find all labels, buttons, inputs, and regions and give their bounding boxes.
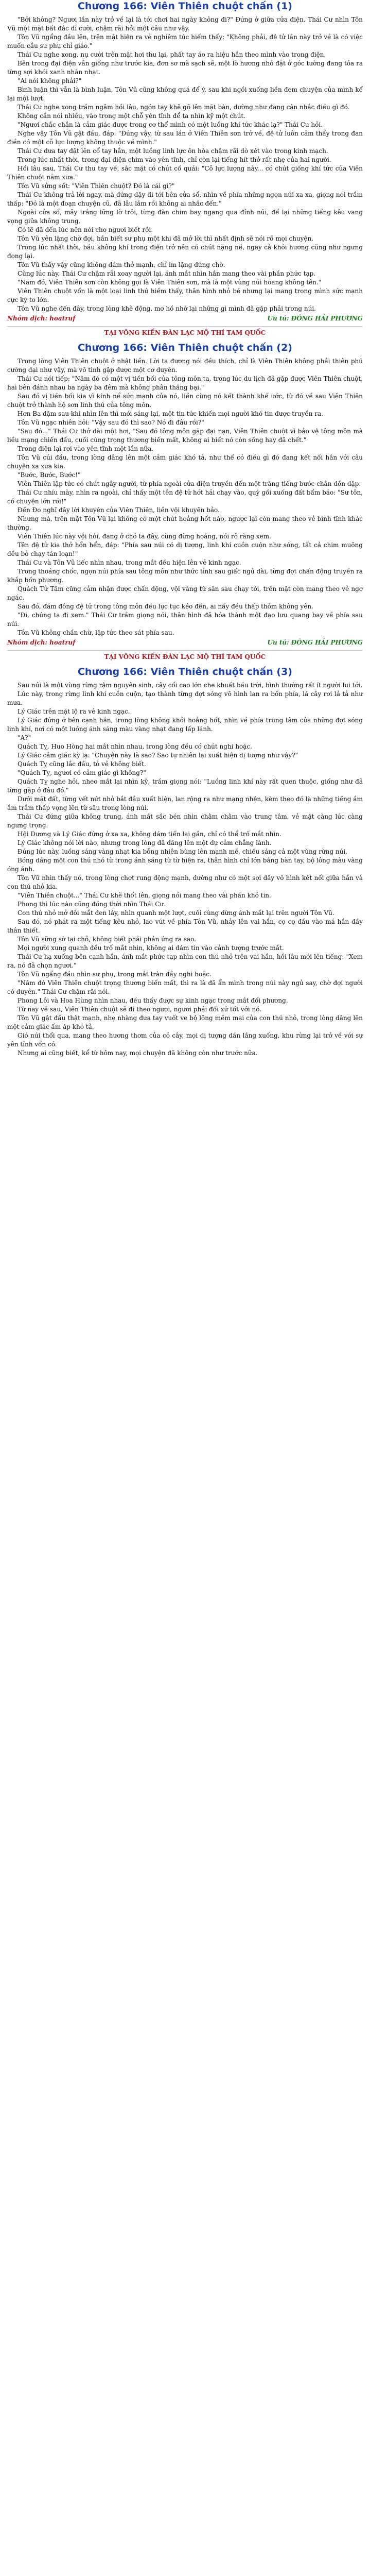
chapter-paragraph: Mọi người xung quanh đều trố mắt nhìn, không ai dám tin vào cảnh tượng trước mắt.: [17, 944, 284, 952]
chapter-paragraph: "Bước, Bước, Bước!": [17, 471, 81, 479]
chapter-paragraph: Sau núi là một vùng rừng rậm nguyên sinh, cây cối cao lớn che khuất bầu trời, bình thường rất ít người lui tới.: [17, 682, 363, 689]
chapter-paragraph: Lý Giác đứng ở bên cạnh hắn, trong lòng không khỏi hoảng hốt, nhìn về phía trung tâm của những đợt sóng linh khí, nơi có một luồng ánh sáng màu vàng nhạt đang lấp lánh.: [7, 717, 363, 733]
chapter-paragraph: Gió núi thổi qua, mang theo hương thơm của cỏ cây, mọi dị tượng dần lắng xuống, khu rừng lại trở về với sự yên tĩnh vốn có.: [7, 1032, 363, 1048]
chapter-paragraph: Thái Cư nói tiếp: "Năm đó có một vị tiền bối của tông môn ta, trong lúc du lịch đã gặp được Viên Thiên chuột, hai bên đánh nhau ba ngày ba đêm mà không phân thắng bại.": [7, 375, 363, 391]
chapter-paragraph: Trong lúc nhất thời, trong đại điện chìm vào yên tĩnh, chỉ còn lại tiếng hít thở rất nhẹ của hai người.: [17, 156, 331, 163]
chapter-paragraph: Tôn Vũ nhìn thấy nó, trong lòng chợt rung động mạnh, dường như có một sợi dây vô hình kết nối giữa hắn và con thú nhỏ kia.: [7, 874, 363, 890]
chapter-paragraph: "Năm đó Viên Thiên chuột trọng thương biến mất, thì ra là đã ẩn mình trong núi này ngủ say, chờ đợi người có duyên." Thái Cư chậm rãi nói.: [7, 979, 363, 995]
chapter-paragraph: Sau đó vị tiền bối kia vì kính nể sức mạnh của nó, liền cùng nó kết thành khế ước, từ đó về sau Viên Thiên chuột trở thành hộ sơn linh thú của tông môn.: [7, 393, 363, 409]
chapter-paragraph: Tôn Vũ nghe đến đây, trong lòng khẽ động, mơ hồ nhớ lại những gì mình đã gặp phải trong núi.: [17, 305, 316, 312]
chapter-paragraph: Bình luận thì vẫn là bình luận, Tôn Vũ cũng không quá để ý, sau khi ngồi xuống liền đem chuyện của mình kể lại một lượt.: [7, 86, 363, 102]
chapter-paragraph: Tên đệ tử kia thở hổn hển, đáp: "Phía sau núi có dị tượng, linh khí cuồn cuộn như sóng, tất cả chim muông đều bỏ chạy tán loạn!": [7, 541, 363, 557]
chapter-paragraph: Tôn Vũ yên lặng chờ đợi, hắn biết sư phụ một khi đã mở lời thì nhất định sẽ nói rõ mọi chuyện.: [17, 235, 314, 242]
chapter-paragraph: "Quách Tỵ, ngươi có cảm giác gì không?": [17, 769, 146, 776]
chapter-paragraph: Phong thì lúc nào cũng đồng thời nhìn Thái Cư.: [17, 901, 166, 908]
chapter-paragraph: "Đi, chúng ta đi xem." Thái Cư trầm giọng nói, thân hình đã hóa thành một đạo lưu quang bay về phía sau núi.: [7, 612, 363, 628]
chapter-paragraph: Thái Cư không trả lời ngay, mà đứng dậy đi tới bên cửa sổ, nhìn về phía những ngọn núi xa xa, giọng nói trầm thấp: "Đó là một đoạn chuyện cũ, đã lâu lắm rồi không ai nhắc đến.": [7, 191, 363, 207]
chapter-paragraph: Lý Giác trên mặt lộ ra vẻ kinh ngạc.: [17, 708, 130, 715]
chapter-paragraph: "Viên Thiên chuột..." Thái Cư khẽ thốt lên, giọng nói mang theo vài phần khó tin.: [17, 892, 271, 899]
chapter-paragraph: Nghe vậy Tôn Vũ gật đầu, đáp: "Đúng vậy, từ sau lần ở Viên Thiên sơn trở về, đệ tử luôn cảm thấy trong đan điền có một cỗ lực lượng không thuộc về mình.": [7, 130, 363, 146]
chapter-paragraph: Viên Thiên lúc này vội hỏi, đang ở chỗ ta đây, cũng đừng hoảng, nói rõ ràng xem.: [17, 533, 271, 540]
chapter-paragraph: "Năm đó, Viên Thiên sơn còn không gọi là Viên Thiên sơn, mà là một vùng núi hoang không tên.": [17, 279, 322, 286]
chapter-title: Chương 166: Viên Thiên chuột chấn (1): [77, 1, 292, 12]
chapter-paragraph: Con thú nhỏ mở đôi mắt đen láy, nhìn quanh một lượt, cuối cùng dừng ánh mắt lại trên người Tôn Vũ.: [17, 909, 334, 917]
chapter-paragraph: Trong lúc nhất thời, bầu không khí trong điện trở nên có chút nặng nề, ngay cả khói hương cũng như ngưng đọng lại.: [7, 244, 363, 260]
chapter-paragraph: Đến Đo nghĩ đây lời khuyên của Viên Thiên, liền vội khuyên bảo.: [17, 506, 220, 514]
chapter-paragraph: Hơn Ba dặm sau khi nhìn lên thì mới sáng lại, một tin tức khiến mọi người khó tin được truyền ra.: [17, 410, 324, 417]
chapter-paragraph: Tôn Vũ ngẩng đầu lên, trên mặt hiện ra vẻ nghiêm túc hiếm thấy: "Không phải, đệ tử lần này trở về là có việc muốn cầu sư phụ chỉ giáo.": [7, 33, 363, 49]
chapter-paragraph: Không cần nói nhiều, vào trong một chỗ yên tĩnh để ta nhìn kỹ một chút.: [17, 112, 246, 120]
site-note: TẠI VÔNG KIẾN ĐÀN LẠC MỘ THÍ TAM QUỐC: [104, 329, 266, 336]
chapter-paragraph: Quách Tỵ nghe hỏi, nheo mắt lại nhìn kỹ, trầm giọng nói: "Luồng linh khí này rất quen thuộc, giống như đã từng gặp ở đâu đó.": [7, 778, 363, 794]
chapter-paragraph: "Sau đó..." Thái Cư thở dài một hơi, "Sau đó tông môn gặp đại nạn, Viên Thiên chuột vì bảo vệ tông môn mà liều mạng chiến đấu, cuối cùng trọng thương biến mất, không ai biết nó còn sống hay đã chết.": [7, 428, 363, 444]
chapter-paragraph: Thái Cư và Tôn Vũ liếc nhìn nhau, trong mắt đều hiện lên vẻ kinh ngạc.: [17, 559, 241, 566]
chapter-paragraph: Tôn Vũ thấy vậy cũng không dám thở mạnh, chỉ im lặng đứng chờ.: [17, 261, 225, 268]
chapter-paragraph: Nhưng ai cũng biết, kể từ hôm nay, mọi chuyện đã không còn như trước nữa.: [17, 1049, 258, 1057]
chapter-paragraph: Thái Cư hạ xuống bên cạnh hắn, ánh mắt phức tạp nhìn con thú nhỏ trên vai hắn, hồi lâu mới lên tiếng: "Xem ra, nó đã chọn ngươi.": [7, 953, 363, 969]
section-divider: [7, 650, 363, 651]
editor-label: Ưu tú: ĐÔNG HẢI PHƯƠNG: [267, 315, 363, 322]
chapter-paragraph: Tôn Vũ ngạc nhiên hỏi: "Vậy sau đó thì sao? Nó đi đâu rồi?": [17, 419, 204, 426]
chapter-paragraph: Tôn Vũ sửng sốt: "Viên Thiên chuột? Đó là cái gì?": [17, 182, 175, 190]
chapter-paragraph: Dưới mặt đất, từng vết nứt nhỏ bắt đầu xuất hiện, lan rộng ra như mạng nhện, kèm theo đó là những tiếng ầm ầm trầm thấp vọng lên từ sâu trong lòng núi.: [7, 795, 363, 811]
chapter-paragraph: Bóng dáng một con thú nhỏ từ trong ánh sáng từ từ hiện ra, thân hình chỉ lớn bằng bàn tay, bộ lông màu vàng óng ánh.: [7, 857, 363, 873]
chapter-paragraph: "Ai nói không phải?": [17, 77, 82, 84]
section-divider: [7, 326, 363, 327]
chapter-paragraph: Bên trong đại điện vẫn giống như trước kia, đơn sơ mà sạch sẽ, một lò hương nhỏ đặt ở góc tường đang tỏa ra từng sợi khói xanh nhàn nhạt.: [7, 60, 363, 76]
chapter-paragraph: Tôn Vũ cúi đầu, trong lòng dâng lên một cảm giác khó tả, như thể có điều gì đó đang kết nối hắn với câu chuyện xa xưa kia.: [7, 454, 363, 470]
chapter-paragraph: Quách Tỵ, Huo Hòng hai mắt nhìn nhau, trong lòng đều có chút nghi hoặc.: [17, 743, 252, 750]
chapter-paragraph: Thái Cư nghe xong, nụ cười trên mặt hơi thu lại, phất tay áo ra hiệu hắn theo mình vào trong điện.: [17, 51, 326, 58]
chapter-paragraph: Quách Tỵ cũng lắc đầu, tỏ vẻ không biết.: [17, 760, 146, 768]
chapter-paragraph: Thái Cư nhíu mày, nhìn ra ngoài, chỉ thấy một tên đệ tử hớt hải chạy vào, quỳ gối xuống đất bẩm báo: "Sư tôn, có chuyện lớn rồi!": [7, 489, 363, 505]
chapter-credits: [7, 637, 363, 649]
chapter-section: [0, 329, 370, 651]
chapter-paragraph: Tôn Vũ sững sờ tại chỗ, không biết phải phản ứng ra sao.: [17, 936, 196, 943]
chapter-paragraph: Tôn Vũ không chần chừ, lập tức theo sát phía sau.: [17, 629, 174, 636]
chapter-paragraph: Nhưng mà, trên mặt Tôn Vũ lại không có một chút hoảng hốt nào, ngược lại còn mang theo vẻ bình tĩnh khác thường.: [7, 515, 363, 531]
chapter-paragraph: "Ngươi chắc chắn là cảm giác được trong cơ thể mình có một luồng khí tức khác lạ?" Thái Cư hỏi.: [17, 121, 323, 128]
chapter-section: [0, 0, 370, 327]
editor-label: Ưu tú: ĐÔNG HẢI PHƯƠNG: [267, 639, 363, 646]
chapter-paragraph: Tôn Vũ gật đầu thật mạnh, nhẹ nhàng đưa tay vuốt ve bộ lông mềm mại của con thú nhỏ, trong lòng dâng lên một cảm giác ấm áp khó tả.: [7, 1014, 363, 1030]
chapter-paragraph: Hồi lâu sau, Thái Cư thu tay về, sắc mặt có chút cổ quái: "Cỗ lực lượng này... có chút giống khí tức của Viên Thiên chuột năm xưa.": [7, 165, 363, 181]
chapter-paragraph: Cũng lúc này, Thái Cư chậm rãi xoay người lại, ánh mắt nhìn hắn mang theo vài phần phức tạp.: [17, 270, 316, 277]
chapter-paragraph: Lúc này, trong rừng linh khí cuồn cuộn, tạo thành từng đợt sóng vô hình lan ra bốn phía, lá cây rơi lả tả như mưa.: [7, 690, 363, 706]
translator-label: Nhóm dịch: hoatruf: [7, 639, 76, 646]
chapter-paragraph: Thái Cư nghe xong trầm ngâm hồi lâu, ngón tay khẽ gõ lên mặt bàn, dường như đang cân nhắc điều gì đó.: [17, 104, 350, 111]
chapter-paragraph: Lý Giác không nói lời nào, nhưng trong lòng đã dâng lên một dự cảm chẳng lành.: [17, 839, 272, 846]
chapter-paragraph: Trong thoáng chốc, ngọn núi phía sau tông môn như thức tỉnh sau giấc ngủ dài, từng đợt chấn động truyền ra khắp bốn phương.: [7, 568, 363, 584]
chapter-paragraph: Tôn Vũ ngẩng đầu nhìn sư phụ, trong mắt tràn đầy nghi hoặc.: [17, 971, 212, 978]
chapter-paragraph: Hội Dương và Lý Giác đứng ở xa xa, không dám tiến lại gần, chỉ có thể trố mắt nhìn.: [17, 831, 281, 838]
chapter-paragraph: Thái Cư đưa tay đặt lên cổ tay hắn, một luồng linh lực ôn hòa chậm rãi dò xét vào trong kinh mạch.: [17, 147, 328, 155]
chapter-paragraph: Phong Lôi và Hoa Hùng nhìn nhau, đều thấy được sự kinh ngạc trong mắt đối phương.: [17, 997, 288, 1004]
site-note: TẠI VÔNG KIẾN ĐÀN LẠC MỘ THÍ TAM QUỐC: [104, 653, 266, 660]
chapter-paragraph: Từ nay về sau, Viên Thiên chuột sẽ đi theo ngươi, ngươi phải đối xử tốt với nó.: [17, 1006, 262, 1013]
chapter-paragraph: "A?": [17, 734, 31, 741]
chapter-paragraph: Có lẽ đã đến lúc nên nói cho ngươi biết rồi.: [17, 226, 153, 233]
chapter-paragraph: Trong điện lại rơi vào yên tĩnh một lần nữa.: [17, 445, 154, 452]
chapter-paragraph: Đúng lúc này, luồng sáng vàng nhạt kia bỗng nhiên bùng lên mạnh mẽ, chiếu sáng cả một vùng rừng núi.: [17, 848, 348, 855]
chapter-paragraph: Sau đó, đám đông đệ tử trong tông môn đều lục tục kéo đến, ai nấy đều thấp thỏm không yên.: [17, 603, 313, 610]
chapter-paragraph: Sau đó, nó phát ra một tiếng kêu nhỏ, lao vút về phía Tôn Vũ, nhảy lên vai hắn, cọ cọ đầu vào má hắn đầy thân thiết.: [7, 918, 363, 934]
chapter-paragraph: Thái Cư đứng giữa không trung, ánh mắt sắc bén nhìn chằm chằm vào trung tâm, vẻ mặt càng lúc càng ngưng trọng.: [7, 813, 363, 829]
chapter-paragraph: Viên Thiên lập tức có chút ngây người, từ phía ngoài cửa điện truyền đến một tràng tiếng bước chân dồn dập.: [17, 480, 361, 487]
chapter-paragraph: Quách Tử Tâm cũng cảm nhận được chấn động, vội vàng từ sân sau chạy tới, trên mặt còn mang theo vẻ ngơ ngác.: [7, 585, 363, 601]
chapter-paragraph: Ngoài cửa sổ, mây trắng lững lờ trôi, từng đàn chim bay ngang qua đỉnh núi, để lại những tiếng kêu vang vọng giữa không trung.: [7, 209, 363, 225]
chapter-paragraph: Lý Giác cảm giác kỳ lạ: "Chuyện này là sao? Sao tự nhiên lại xuất hiện dị tượng như vậy?": [17, 752, 298, 759]
chapter-title: Chương 166: Viên Thiên chuột chấn (3): [77, 666, 292, 677]
translator-label: Nhóm dịch: hoatruf: [7, 315, 76, 322]
chapter-credits: [7, 313, 363, 325]
chapter-paragraph: "Bởi không? Ngươi lần này trở về lại là tới chơi hai ngày không đi?" Đứng ở giữa cửa điện, Thái Cư nhìn Tôn Vũ một mặt bất đắc dĩ cười, chậm rãi hỏi một câu như vậy.: [7, 16, 363, 32]
chapter-paragraph: Viên Thiên chuột vốn là một loại linh thú hiếm thấy, thân hình nhỏ bé nhưng lại mang trong mình sức mạnh cực kỳ to lớn.: [7, 287, 363, 303]
chapter-section: [0, 653, 370, 1058]
chapter-paragraph: Trong lòng Viên Thiên chuột ở nhật liền. Lời ta đương nói đều thích, chỉ là Viên Thiên không phải thiên phú cường đại như vậy, mà vô tình gặp được một cơ duyên.: [7, 358, 363, 374]
chapter-title: Chương 166: Viên Thiên chuột chấn (2): [77, 342, 292, 353]
